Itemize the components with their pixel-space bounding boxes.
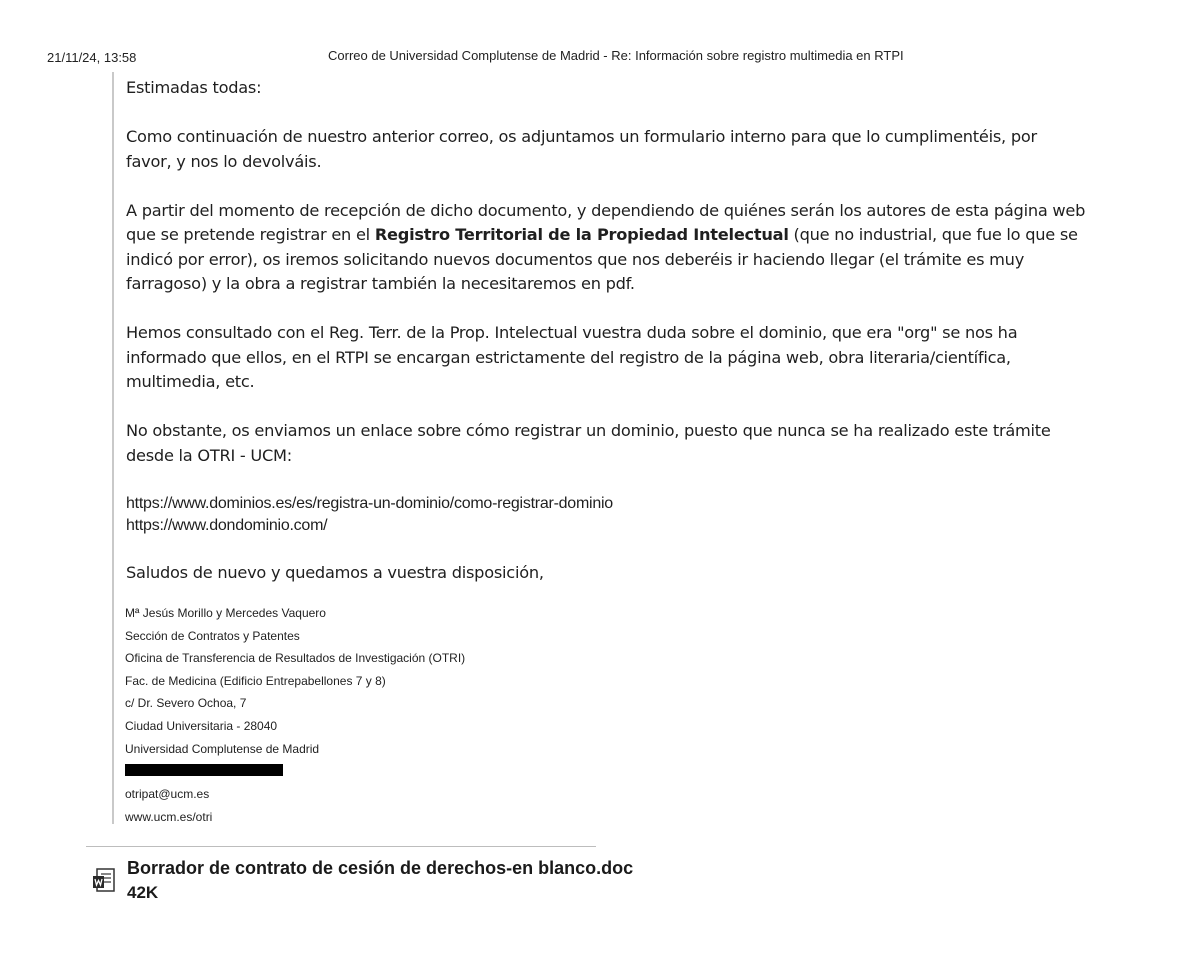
paragraph-registration-start: A partir del momento de recepción de dicho documento, y dependiendo de quiénes serán los autores de esta página web que se pretende registrar en el <box>126 200 1086 244</box>
paragraph-form: Como continuación de nuestro anterior correo, os adjuntamos un formulario interno para que lo cumplimentéis, por favor, y nos lo devolváis. <box>126 127 1037 171</box>
redaction-bar <box>125 764 283 776</box>
signature-university: Universidad Complutense de Madrid <box>125 741 320 756</box>
word-document-icon[interactable] <box>92 868 116 894</box>
paragraph-registration <box>126 199 1086 297</box>
signature-names: Mª Jesús Morillo y Mercedes Vaquero <box>125 606 326 620</box>
attachment-size: 42K <box>127 883 159 902</box>
signature-email[interactable]: otripat@ucm.es <box>125 787 210 802</box>
signature-office: Oficina de Transferencia de Resultados de Investigación (OTRI) <box>125 651 466 666</box>
attachment-filename[interactable]: Borrador de contrato de cesión de derechos-en blanco.doc <box>127 858 634 878</box>
print-datetime: 21/11/24, 13:58 <box>47 50 137 65</box>
paragraph-domain-query: Hemos consultado con el Reg. Terr. de la Prop. Intelectual vuestra duda sobre el dominio, que era "org" se nos ha informado que ellos, en el RTPI se encargan estrictamente del registro de la página web, obra literaria/científica, multimedia, etc. <box>126 323 1018 391</box>
closing: Saludos de nuevo y quedamos a vuestra disposición, <box>126 562 544 582</box>
signature-website[interactable]: www.ucm.es/otri <box>125 809 213 824</box>
signature-section: Sección de Contratos y Patentes <box>125 628 300 643</box>
link-dominios-es[interactable]: https://www.dominios.es/es/registra-un-dominio/como-registrar-dominio <box>126 494 613 512</box>
email-body <box>126 76 1086 610</box>
paragraph-registration-end: (que no industrial, que fue lo que se indicó por error), os iremos solicitando nuevos documentos que nos deberéis ir haciendo llegar (el trámite es muy farragoso) y la obra a registrar también la necesitaremos en pdf. <box>126 225 1078 293</box>
quote-bar <box>112 72 114 824</box>
link-dondominio[interactable]: https://www.dondominio.com/ <box>126 516 328 534</box>
attachment-divider <box>86 846 596 847</box>
greeting: Estimadas todas: <box>126 78 262 97</box>
signature-street: c/ Dr. Severo Ochoa, 7 <box>125 696 247 711</box>
signature-city: Ciudad Universitaria - 28040 <box>125 718 278 733</box>
registry-name: Registro Territorial de la Propiedad Intelectual <box>374 225 789 244</box>
signature-block <box>125 602 465 828</box>
paragraph-domain-links-intro: No obstante, os enviamos un enlace sobre cómo registrar un dominio, puesto que nunca se ha realizado este trámite desde la OTRI - UCM: <box>126 421 1051 465</box>
signature-building: Fac. de Medicina (Edificio Entrepabellones 7 y 8) <box>125 673 386 688</box>
print-page-title: Correo de Universidad Complutense de Madrid - Re: Información sobre registro multimedia en RTPI <box>328 48 904 63</box>
domain-links <box>126 493 1086 537</box>
